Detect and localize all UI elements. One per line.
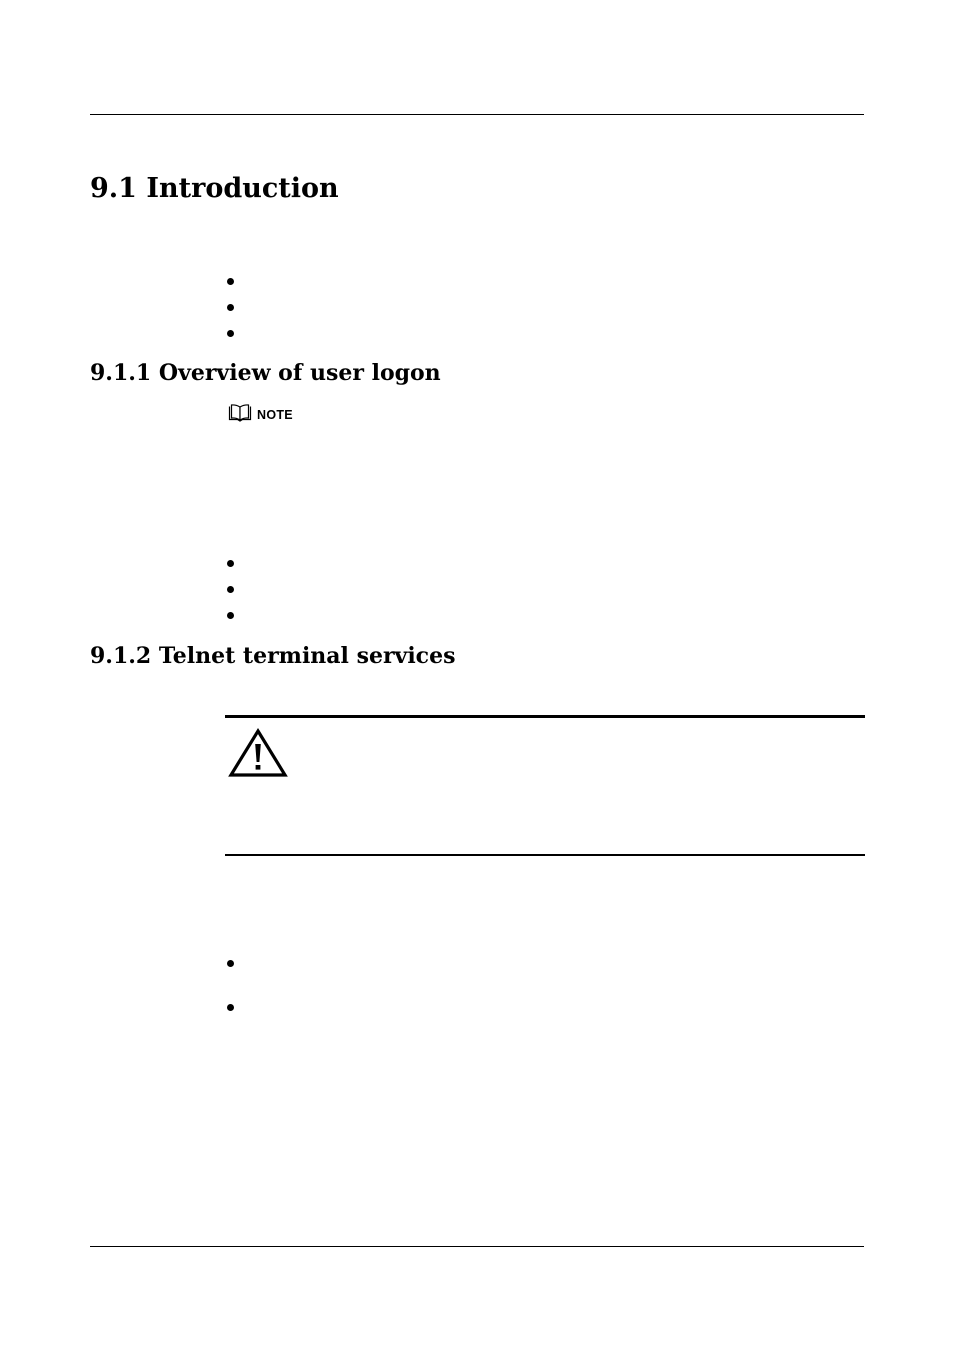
note-label: NOTE xyxy=(257,408,293,422)
caution-bottom-rule xyxy=(225,854,865,856)
bullet-dot-icon xyxy=(227,560,234,567)
warning-triangle-icon xyxy=(228,727,288,779)
bullet-dot-icon xyxy=(227,612,234,619)
bullet-dot-icon xyxy=(227,1004,234,1011)
footer-rule xyxy=(90,1246,864,1247)
header-rule xyxy=(90,114,864,115)
note-callout xyxy=(228,402,293,424)
caution-top-rule xyxy=(225,715,865,718)
bullet-dot-icon xyxy=(227,304,234,311)
bullet-dot-icon xyxy=(227,278,234,285)
bullet-dot-icon xyxy=(227,960,234,967)
section-heading-overview-user-logon: 9.1.1 Overview of user logon xyxy=(90,360,441,386)
section-heading-telnet-terminal-services: 9.1.2 Telnet terminal services xyxy=(90,643,456,669)
book-icon xyxy=(228,404,252,422)
bullet-dot-icon xyxy=(227,330,234,337)
bullet-dot-icon xyxy=(227,586,234,593)
section-heading-introduction: 9.1 Introduction xyxy=(90,173,339,204)
